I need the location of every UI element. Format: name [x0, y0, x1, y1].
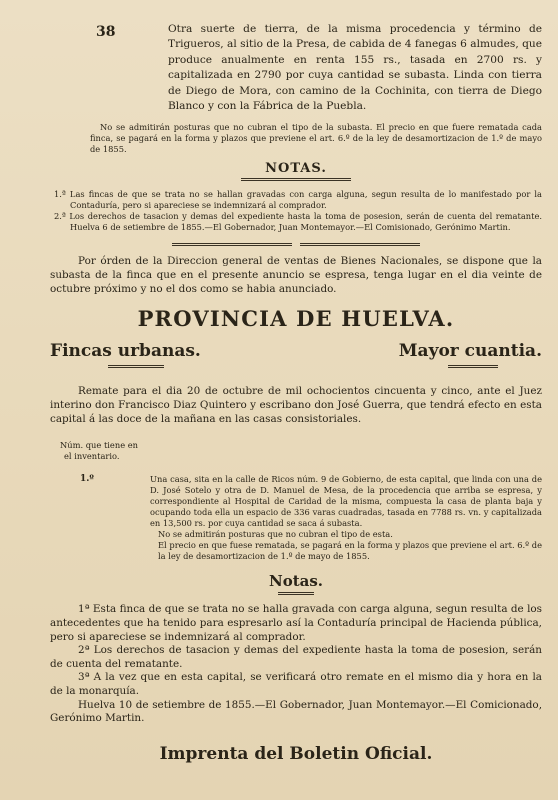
section-left-heading: Fincas urbanas. — [50, 341, 201, 362]
signature-line: Huelva 10 de setiembre de 1855.—El Gobernador, Juan Montemayor.—El Comicionado, Gerónimo Martin. — [50, 698, 542, 725]
top-paragraph: Otra suerte de tierra, de la misma procedencia y término de Trigueros, al sitio de la Presa, de cabida de 4 fanegas 6 almudes, que produce anualmente en renta 155 rs., tasada en 2700 rs. y capitalizada en 2790 por cuya cantidad se subasta. Linda con tierra de Diego de Mora, con camino de la Cochinita, con tierra de Diego Blanco y con la Fábrica de la Puebla. — [168, 23, 542, 113]
notas-heading-2: Notas. — [268, 572, 324, 591]
property-entry — [50, 474, 542, 562]
divider-rule-left — [172, 243, 292, 246]
section-left-col — [50, 341, 201, 368]
inventory-label — [60, 440, 542, 462]
notas-heading-1: NOTAS. — [265, 161, 327, 177]
section-headings — [50, 341, 542, 368]
nota-1: 1.ª Las fincas de que se trata no se hallan gravadas con carga alguna, segun resulta de lo manifestado por la Contaduría, pero si apareciese se indemnizará al comprador. — [54, 189, 542, 211]
divider-rule-right — [300, 243, 420, 246]
entry-number: 1.º — [80, 474, 94, 485]
section-divider — [50, 243, 542, 246]
entry-text: Una casa, sita en la calle de Ricos núm. 9 de Gobierno, de esta capital, que linda con una de D. José Sotelo y otra de D. Manuel de Mesa, de la procedencia que arriba se espresa, y correspondiente al Hospital de Caridad de la misma, compuesta la casa de planta baja y ocupando toda ella un espacio de 336 varas cuadradas, tasada en 7788 rs. vn. y capitalizada en 13,500 rs. por cuya cantidad se saca á subasta. — [150, 474, 542, 529]
notas-underline-1 — [241, 178, 351, 181]
page-number: 38 — [96, 24, 116, 40]
nota-b1: 1ª Esta finca de que se trata no se halla gravada con carga alguna, segun resulta de los antecedentes que ha tenido para espresarlo así la Contaduría principal de Hacienda pública, pero si apareciese se indemnizará al comprador. — [50, 603, 542, 643]
orden-paragraph: Por órden de la Direccion general de ventas de Bienes Nacionales, se dispone que la subasta de la finca que en el presente anuncio se espresa, tenga lugar en el dia veinte de octubre próximo y no el dos como se habia anunciado. — [50, 255, 542, 296]
section-right-col — [399, 341, 542, 368]
inventory-label-line-2: el inventario. — [64, 451, 120, 462]
entry-body — [150, 474, 542, 562]
top-small-paragraph: No se admitirán posturas que no cubran el tipo de la subasta. El precio en que fuere rematada cada finca, se pagará en la forma y plazos que previene el art. 6.º de la ley de desamortizacion de 1.º de mayo de 1855. — [90, 122, 542, 155]
remate-paragraph: Remate para el dia 20 de octubre de mil ochocientos cincuenta y cinco, ante el Juez interino don Francisco Diaz Quintero y escribano don José Guerra, que tendrá efecto en esta capital á las doce de la mañana en las casas consistoriales. — [50, 385, 542, 426]
notas-underline-2 — [278, 592, 314, 595]
inventory-label-line-1: Núm. que tiene en — [60, 440, 138, 451]
entry-line-2: No se admitirán posturas que no cubran el tipo de esta. — [158, 529, 393, 540]
section-right-underline — [448, 365, 498, 368]
nota-b3: 3ª A la vez que en esta capital, se verificará otro remate en el mismo dia y hora en la de la monarquía. — [50, 671, 542, 697]
imprint: Imprenta del Boletin Oficial. — [159, 743, 433, 764]
province-title: PROVINCIA DE HUELVA. — [137, 306, 455, 332]
nota-2: 2.ª Los derechos de tasacion y demas del expediente hasta la toma de posesion, serán de cuenta del rematante. Huelva 6 de setiembre de 1855.—El Gobernador, Juan Montemayor.—El Comisionado, Gerónimo Martin. — [54, 211, 542, 233]
entry-line-3: El precio en que fuese rematada, se pagará en la forma y plazos que previene el art. 6.º de la ley de desamortizacion de 1.º de mayo de 1855. — [158, 540, 542, 562]
nota-b2: 2ª Los derechos de tasacion y demas del expediente hasta la toma de posesion, serán de cuenta del rematante. — [50, 644, 542, 670]
section-right-heading: Mayor cuantia. — [398, 341, 542, 362]
section-left-underline — [108, 365, 164, 368]
